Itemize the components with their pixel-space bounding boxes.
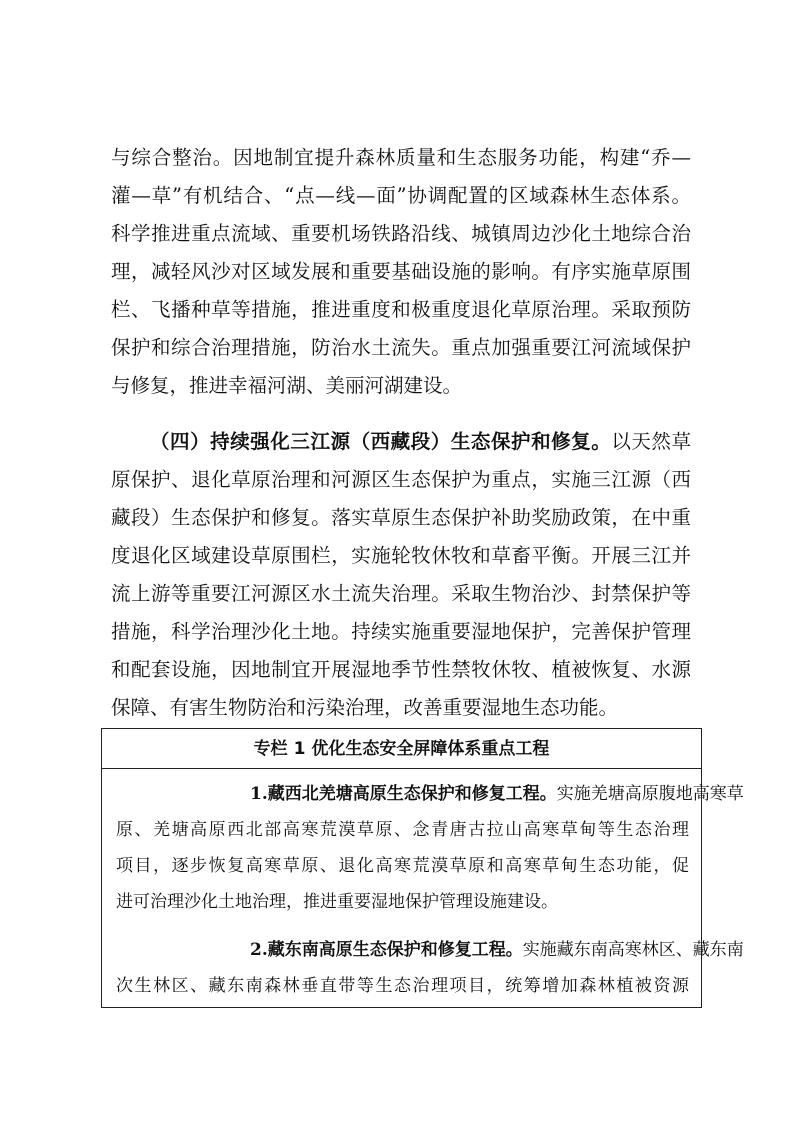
body-line: 与综合整治。因地制宜提升森林质量和生态服务功能，构建“乔— [111,146,691,169]
body-line: 灌—草”有机结合、“点—线—面”协调配置的区域森林生态体系。 [111,184,691,207]
body-line: 藏段）生态保护和修复。落实草原生态保护补助奖励政策，在中重 [111,506,691,529]
body-line: 原保护、退化草原治理和河源区生态保护为重点，实施三江源（西 [111,468,691,491]
box-line: 项目，逐步恢复高寒草原、退化高寒荒漠草原和高寒草甸生态功能，促 [116,856,689,876]
body-line: 与修复，推进幸福河湖、美丽河湖建设。 [111,374,463,397]
column-box-title: 专栏 1 优化生态安全屏障体系重点工程 [102,729,701,769]
body-line: 科学推进重点流域、重要机场铁路沿线、城镇周边沙化土地综合治 [111,222,691,245]
column-box [101,728,744,1008]
body-line: 栏、飞播种草等措施，推进重度和极重度退化草原治理。采取预防 [111,298,691,321]
body-line: 措施，科学治理沙化土地。持续实施重要湿地保护，完善保护管理 [111,620,691,643]
body-line: 保障、有害生物防治和污染治理，改善重要湿地生态功能。 [111,696,619,719]
box-item-2-first-line-rest: 实施藏东南高寒林区、藏东南 [522,940,744,960]
box-item-1-heading: 1.藏西北羌塘高原生态保护和修复工程。 [250,784,557,804]
body-line: 流上游等重要江河源区水土流失治理。采取生物治沙、封禁保护等 [111,582,691,605]
section-4-heading: （四）持续强化三江源（西藏段）生态保护和修复。 [150,430,612,453]
box-item-1-first-line [250,783,744,805]
box-line: 次生林区、藏东南森林垂直带等生态治理项目，统筹增加森林植被资源 [116,976,689,996]
body-line: 和配套设施，因地制宜开展湿地季节性禁牧休牧、植被恢复、水源 [111,658,691,681]
box-item-1-first-line-rest: 实施羌塘高原腹地高寒草 [556,784,744,804]
box-line: 原、羌塘高原西北部高寒荒漠草原、念青唐古拉山高寒草甸等生态治理 [116,820,689,840]
section-4-first-line [150,430,691,454]
box-item-2-heading: 2.藏东南高原生态保护和修复工程。 [250,940,523,960]
section-4-first-line-rest: 以天然草 [611,430,691,453]
box-item-2-first-line [250,939,744,961]
body-line: 度退化区域建设草原围栏，实施轮牧休牧和草畜平衡。开展三江并 [111,544,691,567]
body-line: 保护和综合治理措施，防治水土流失。重点加强重要江河流域保护 [111,336,691,359]
box-line: 进可治理沙化土地治理，推进重要湿地保护管理设施建设。 [116,892,558,912]
body-line: 理，减轻风沙对区域发展和重要基础设施的影响。有序实施草原围 [111,260,691,283]
